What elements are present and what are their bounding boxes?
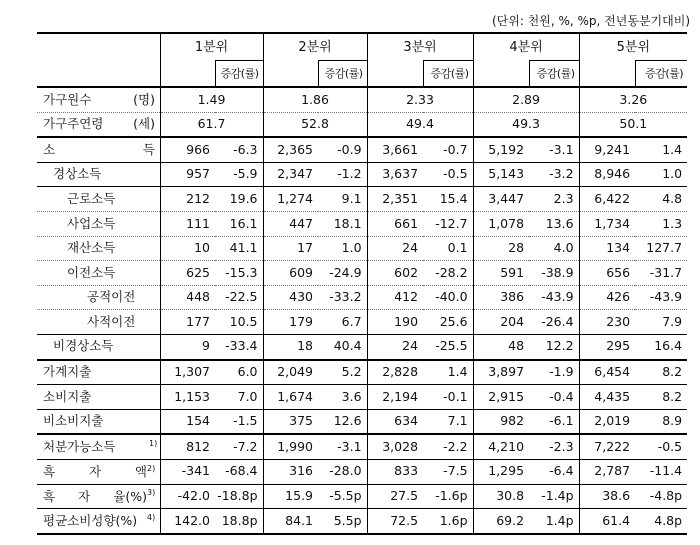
header-row-change [37,61,687,88]
change-value: 15.4 [423,187,473,212]
change-value: -0.5 [423,162,473,187]
amount-value: 2,787 [579,459,635,484]
amount-value: 2,915 [473,385,529,410]
change-rate-header: 증감(률) [529,61,579,88]
row-label-text: 공적이전 [87,289,136,305]
row-label-text: 처분가능소득 [43,439,116,455]
change-value: 4.8 [635,187,687,212]
row-label [37,211,160,236]
amount-value: 426 [579,285,635,310]
header-corner [37,33,160,61]
change-value: -6.4 [529,459,579,484]
row-label [37,459,160,484]
change-value: -5.9 [215,162,263,187]
amount-value: -42.0 [160,484,215,509]
amount-value: 2,194 [367,385,423,410]
amount-value: 656 [579,261,635,286]
change-value: 5.5p [318,509,367,534]
footnote-marker: 1) [149,439,158,449]
amount-value: 1,274 [263,187,318,212]
amount-value: 609 [263,261,318,286]
row-label-text: 사업소득 [67,215,116,231]
amount-value: 9 [160,334,215,359]
amount-value: -341 [160,459,215,484]
quintile-header: 1분위 [160,33,263,61]
change-value: -3.2 [529,162,579,187]
table-row [37,459,687,484]
amount-value: 38.6 [579,484,635,509]
change-rate-header: 증감(률) [635,61,687,88]
change-value: -3.1 [318,434,367,459]
amount-value: 602 [367,261,423,286]
amount-value: 6,454 [579,360,635,385]
change-value: -25.5 [423,334,473,359]
table-row [37,137,687,162]
change-value: 0.1 [423,236,473,261]
change-value: 6.7 [318,310,367,335]
change-value: -31.7 [635,261,687,286]
change-value: 40.4 [318,334,367,359]
change-value: -28.0 [318,459,367,484]
amount-value: 17 [263,236,318,261]
change-value: -1.2 [318,162,367,187]
summary-value: 49.4 [367,112,473,137]
row-label [37,137,160,162]
change-value: 13.6 [529,211,579,236]
amount-value: 316 [263,459,318,484]
amount-value: 190 [367,310,423,335]
change-value: -40.0 [423,285,473,310]
amount-value: 625 [160,261,215,286]
amount-value: 430 [263,285,318,310]
row-label [37,385,160,410]
change-value: -0.7 [423,137,473,162]
change-value: 1.3 [635,211,687,236]
amount-value: 2,351 [367,187,423,212]
table-row [37,385,687,410]
amount-value: 142.0 [160,509,215,534]
footnote-marker: 3) [147,488,156,498]
change-value: -33.2 [318,285,367,310]
amount-value: 1,734 [579,211,635,236]
row-label [37,334,160,359]
amount-value: 84.1 [263,509,318,534]
table-row [37,509,687,534]
change-value: 25.6 [423,310,473,335]
unit-note: (단위: 천원, %, %p, 전년동분기대비) [491,14,690,28]
amount-value: 4,435 [579,385,635,410]
amount-value: 9,241 [579,137,635,162]
amount-value: 61.4 [579,509,635,534]
change-value: 1.0 [318,236,367,261]
footnote-marker: 4) [147,513,156,523]
change-value: 1.0 [635,162,687,187]
amount-value: 24 [367,236,423,261]
amount-value: 1,078 [473,211,529,236]
change-value: 10.5 [215,310,263,335]
row-label-text: 평균소비성향(%) [43,513,138,529]
table-row [37,187,687,212]
change-value: -38.9 [529,261,579,286]
amount-value: 177 [160,310,215,335]
change-value: -7.2 [215,434,263,459]
summary-value: 49.3 [473,112,579,137]
change-value: -43.9 [529,285,579,310]
row-label [37,409,160,434]
table-row [37,211,687,236]
summary-value: 61.7 [160,112,263,137]
summary-value: 1.86 [263,87,367,112]
amount-value: 154 [160,409,215,434]
amount-value: 375 [263,409,318,434]
table-row [37,484,687,509]
amount-value: 69.2 [473,509,529,534]
change-value: -28.2 [423,261,473,286]
summary-value: 1.49 [160,87,263,112]
change-value: -22.5 [215,285,263,310]
amount-value: 5,192 [473,137,529,162]
change-value: -2.2 [423,434,473,459]
change-value: -15.3 [215,261,263,286]
amount-value: 212 [160,187,215,212]
row-label [37,187,160,212]
change-value: 1.4 [423,360,473,385]
footnote-marker: 2) [147,463,156,473]
amount-value: 28 [473,236,529,261]
change-value: 18.8p [215,509,263,534]
change-value: 5.2 [318,360,367,385]
amount-value: 957 [160,162,215,187]
amount-value: 833 [367,459,423,484]
amount-value: 1,295 [473,459,529,484]
change-value: -18.8p [215,484,263,509]
change-value: -1.9 [529,360,579,385]
row-label-text: 가구주연령 (세) [43,116,155,132]
amount-value: 7,222 [579,434,635,459]
change-value: 16.1 [215,211,263,236]
amount-value: 3,447 [473,187,529,212]
table-row [37,334,687,359]
change-value: -3.1 [529,137,579,162]
summary-value: 2.33 [367,87,473,112]
amount-value: 8,946 [579,162,635,187]
change-rate-header: 증감(률) [215,61,263,88]
change-value: 18.1 [318,211,367,236]
amount-value: 812 [160,434,215,459]
amount-value: 4,210 [473,434,529,459]
change-value: -11.4 [635,459,687,484]
change-value: -1.4p [529,484,579,509]
change-value: 4.8p [635,509,687,534]
row-label-text: 이전소득 [67,264,116,280]
amount-value: 3,897 [473,360,529,385]
change-value: -5.5p [318,484,367,509]
amount-value: 2,347 [263,162,318,187]
table-row [37,285,687,310]
change-value: -33.4 [215,334,263,359]
header-corner-lower [37,61,160,88]
row-label [37,236,160,261]
change-value: -0.9 [318,137,367,162]
amount-value: 30.8 [473,484,529,509]
row-label-text: 경상소득 [53,166,102,182]
row-label [37,162,160,187]
amount-value: 5,143 [473,162,529,187]
row-label [37,285,160,310]
row-label-text: 재산소득 [67,240,116,256]
change-rate-header: 증감(률) [423,61,473,88]
header-row-quintiles [37,33,687,61]
row-label [37,261,160,286]
change-value: 4.0 [529,236,579,261]
change-value: 1.6p [423,509,473,534]
change-value: 6.0 [215,360,263,385]
summary-value: 50.1 [579,112,687,137]
amount-value: 2,019 [579,409,635,434]
table-row [37,236,687,261]
row-label-text: 흑 자 율(%) [43,488,147,504]
change-value: -0.5 [635,434,687,459]
summary-row [37,112,687,137]
amount-value: 2,049 [263,360,318,385]
row-label [37,360,160,385]
row-label-text: 소비지출 [43,388,92,404]
row-label-text: 가구원수 (명) [43,91,155,107]
change-rate-header: 증감(률) [318,61,367,88]
change-value: -43.9 [635,285,687,310]
change-value: 7.0 [215,385,263,410]
change-value: 41.1 [215,236,263,261]
change-value: -0.1 [423,385,473,410]
amount-value: 72.5 [367,509,423,534]
row-label-text: 사적이전 [87,313,136,329]
amount-value: 1,674 [263,385,318,410]
change-value: -26.4 [529,310,579,335]
amount-value: 295 [579,334,635,359]
amount-value: 24 [367,334,423,359]
amount-value: 10 [160,236,215,261]
amount-value: 982 [473,409,529,434]
amount-value: 204 [473,310,529,335]
change-value: 16.4 [635,334,687,359]
amount-value: 386 [473,285,529,310]
amount-value: 230 [579,310,635,335]
change-value: 7.9 [635,310,687,335]
change-value: 7.1 [423,409,473,434]
amount-value: 18 [263,334,318,359]
amount-value: 3,661 [367,137,423,162]
change-value: 1.4 [635,137,687,162]
change-value: -12.7 [423,211,473,236]
change-value: 1.4p [529,509,579,534]
change-value: -68.4 [215,459,263,484]
change-value: -7.5 [423,459,473,484]
row-label [37,509,160,534]
amount-value: 3,637 [367,162,423,187]
amount-value: 111 [160,211,215,236]
row-label-text: 근로소득 [67,190,116,206]
change-value: 8.2 [635,360,687,385]
amount-value: 48 [473,334,529,359]
row-label [37,112,160,137]
change-value: 2.3 [529,187,579,212]
change-value: -6.1 [529,409,579,434]
amount-value: 661 [367,211,423,236]
change-value: 12.2 [529,334,579,359]
change-value: -0.4 [529,385,579,410]
amount-value: 15.9 [263,484,318,509]
change-value: 12.6 [318,409,367,434]
amount-value: 591 [473,261,529,286]
change-value: -1.5 [215,409,263,434]
household-income-table [37,32,687,535]
amount-value: 134 [579,236,635,261]
table-row [37,360,687,385]
summary-value: 52.8 [263,112,367,137]
row-label-text: 흑 자 액 [43,464,147,480]
table-row [37,434,687,459]
table-row [37,162,687,187]
summary-value: 3.26 [579,87,687,112]
amount-value: 1,307 [160,360,215,385]
row-label [37,484,160,509]
amount-value: 1,153 [160,385,215,410]
amount-value: 1,990 [263,434,318,459]
table-row [37,310,687,335]
change-value: -2.3 [529,434,579,459]
amount-value: 27.5 [367,484,423,509]
quintile-header: 2분위 [263,33,367,61]
change-value: 8.9 [635,409,687,434]
quintile-header: 3분위 [367,33,473,61]
row-label [37,434,160,459]
quintile-header: 5분위 [579,33,687,61]
table-row [37,409,687,434]
change-value: 127.7 [635,236,687,261]
change-value: -1.6p [423,484,473,509]
change-value: 9.1 [318,187,367,212]
amount-value: 3,028 [367,434,423,459]
amount-value: 6,422 [579,187,635,212]
change-value: 3.6 [318,385,367,410]
amount-value: 447 [263,211,318,236]
row-label [37,310,160,335]
change-value: -24.9 [318,261,367,286]
change-value: 19.6 [215,187,263,212]
summary-row [37,87,687,112]
row-label-text: 비경상소득 [53,338,114,354]
amount-value: 179 [263,310,318,335]
amount-value: 2,365 [263,137,318,162]
table-row [37,261,687,286]
summary-value: 2.89 [473,87,579,112]
change-value: 8.2 [635,385,687,410]
change-value: -4.8p [635,484,687,509]
amount-value: 634 [367,409,423,434]
change-value: -6.3 [215,137,263,162]
amount-value: 966 [160,137,215,162]
amount-value: 448 [160,285,215,310]
row-label [37,87,160,112]
row-label-text: 소 득 [43,141,155,157]
amount-value: 412 [367,285,423,310]
amount-value: 2,828 [367,360,423,385]
row-label-text: 가계지출 [43,364,92,380]
row-label-text: 비소비지출 [43,413,104,429]
quintile-header: 4분위 [473,33,579,61]
